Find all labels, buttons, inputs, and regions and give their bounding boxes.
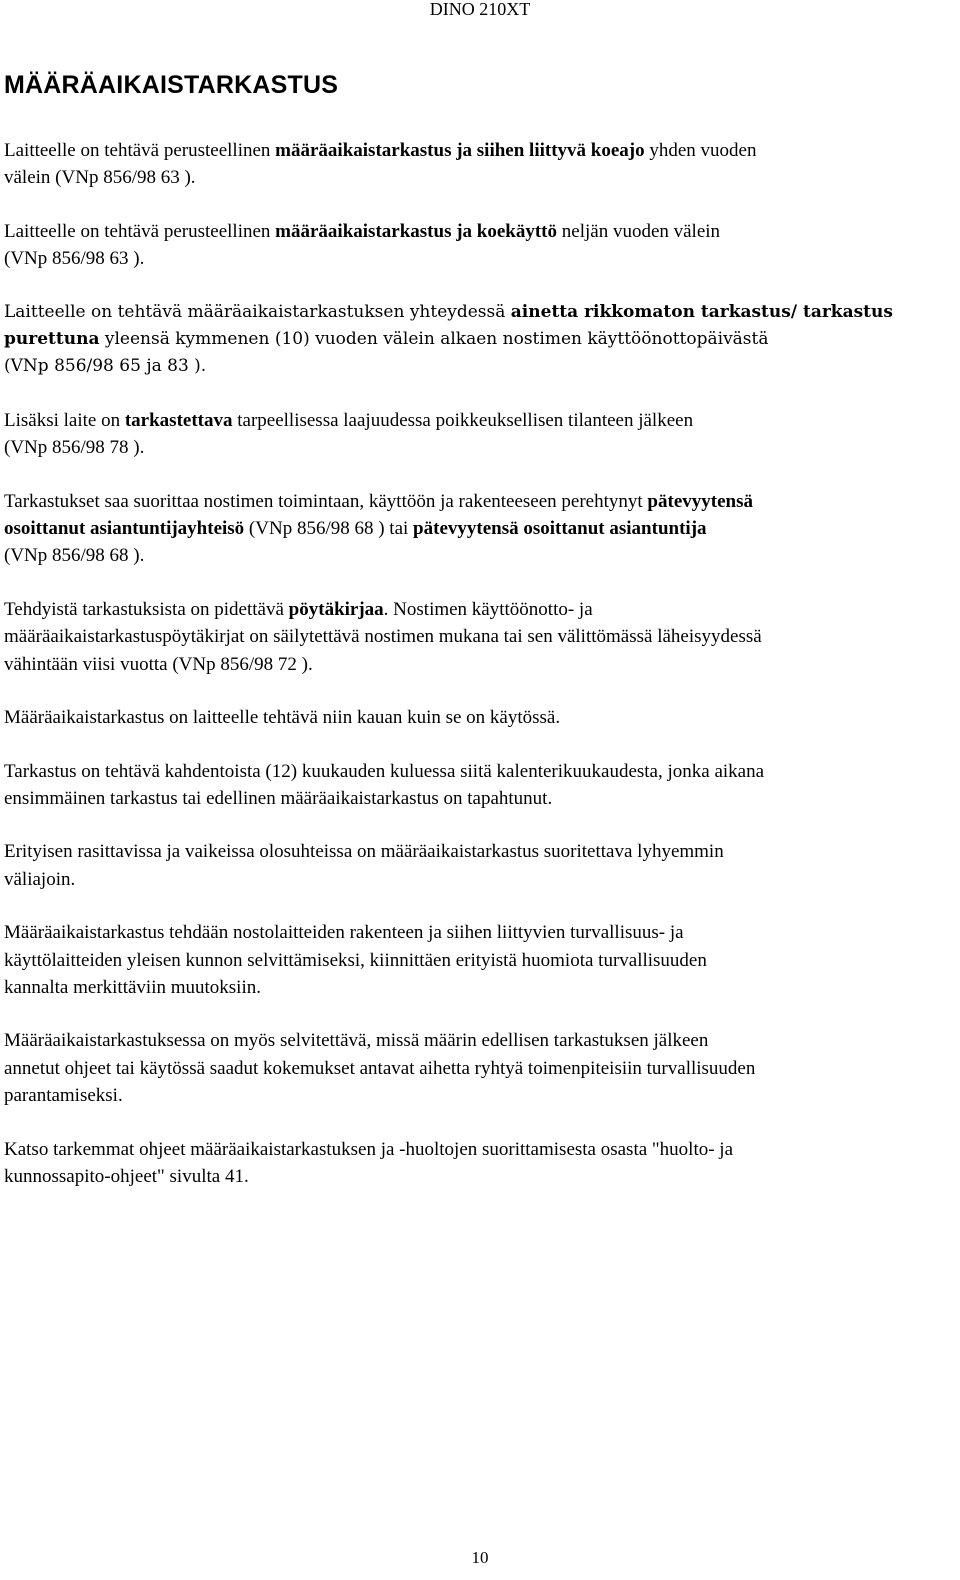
paragraph-inspection-purpose	[4, 919, 956, 1001]
page-number: 10	[471, 1548, 489, 1567]
text-span: Laitteelle on tehtävä määräaikaistarkastuksen yhteydessä	[4, 301, 511, 322]
bold-term: määräaikaistarkastus ja koekäyttö	[275, 220, 558, 242]
paragraph-harsh-conditions	[4, 838, 956, 893]
paragraph-ndt-inspection	[4, 299, 956, 381]
page-title: MÄÄRÄAIKAISTARKASTUS	[4, 71, 339, 99]
text-line: välein (VNp 856/98 63 ).	[4, 167, 196, 189]
paragraph-four-year-inspection	[4, 218, 956, 273]
text-line: Katso tarkemmat ohjeet määräaikaistarkastuksen ja -huoltojen suorittamisesta osasta "huolto- ja	[4, 1138, 734, 1160]
bold-term: pätevyytensä	[647, 490, 753, 512]
text-span: (VNp 856/98 68 ) tai	[244, 518, 414, 540]
text-span: Tehdyistä tarkastuksista on pidettävä	[4, 598, 289, 620]
text-span: Tarkastukset saa suorittaa nostimen toimintaan, käyttöön ja rakenteeseen perehtynyt	[4, 490, 648, 512]
text-line	[4, 218, 956, 245]
paragraph-inspectors	[4, 488, 956, 570]
bold-term: tarkastettava	[124, 409, 233, 431]
bold-term: pätevyytensä osoittanut asiantuntija	[413, 518, 707, 540]
text-line	[4, 515, 956, 542]
text-line	[4, 326, 956, 353]
text-line: vähintään viisi vuotta (VNp 856/98 72 ).	[4, 653, 313, 675]
text-line: Erityisen rasittavissa ja vaikeissa olosuhteissa on määräaikaistarkastus suoritettava lyhyemmin	[4, 841, 724, 863]
text-line: käyttölaitteiden yleisen kunnon selvittämiseksi, kiinnittäen erityistä huomiota turvallisuuden	[4, 949, 707, 971]
text-line: parantamiseksi.	[4, 1085, 123, 1107]
text-line: Määräaikaistarkastus tehdään nostolaitteiden rakenteen ja siihen liittyvien turvallisuus- ja	[4, 922, 684, 944]
paragraph-inspection-records	[4, 596, 956, 678]
text-span: Lisäksi laite on	[4, 409, 125, 431]
text-line	[4, 596, 956, 623]
text-span: . Nostimen käyttöönotto- ja	[383, 598, 593, 620]
page-header: DINO 210XT	[429, 0, 531, 19]
text-line	[4, 407, 956, 434]
document-body	[4, 137, 956, 1216]
paragraph-exceptional-inspection	[4, 407, 956, 462]
bold-term: pöytäkirjaa	[288, 598, 384, 620]
text-line: annetut ohjeet tai käytössä saadut kokemukset antavat aihetta ryhtyä toimenpiteisiin turvallisuuden	[4, 1057, 756, 1079]
text-line: määräaikaistarkastuspöytäkirjat on säilytettävä nostimen mukana tai sen välittömässä läheisyydessä	[4, 626, 762, 648]
bold-term: osoittanut asiantuntijayhteisö	[4, 518, 245, 540]
text-line: (VNp 856/98 78 ).	[4, 437, 145, 459]
text-span: tarpeellisessa laajuudessa poikkeuksellisen tilanteen jälkeen	[232, 409, 694, 431]
text-line	[4, 137, 956, 164]
text-span: Laitteelle on tehtävä perusteellinen	[4, 140, 276, 161]
text-line: Määräaikaistarkastus on laitteelle tehtävä niin kauan kuin se on käytössä.	[4, 707, 561, 729]
bold-term: määräaikaistarkastus ja siihen liittyvä koeajo	[275, 140, 645, 161]
paragraph-follow-up	[4, 1027, 956, 1109]
bold-term: ainetta rikkomaton tarkastus/ tarkastus	[510, 301, 893, 322]
paragraph-annual-inspection	[4, 137, 956, 192]
text-line: (VNp 856/98 65 ja 83 ).	[4, 356, 207, 377]
text-line	[4, 299, 956, 326]
text-line: ensimmäinen tarkastus tai edellinen määräaikaistarkastus on tapahtunut.	[4, 787, 553, 809]
text-span: yleensä kymmenen (10) vuoden välein alkaen nostimen käyttöönottopäivästä	[99, 329, 769, 350]
paragraph-inspection-duration	[4, 704, 956, 731]
text-line: kannalta merkittäviin muutoksiin.	[4, 976, 261, 998]
text-line	[4, 488, 956, 515]
text-line: Tarkastus on tehtävä kahdentoista (12) kuukauden kuluessa siitä kalenterikuukaudesta, jonka aikana	[4, 760, 765, 782]
paragraph-inspection-interval	[4, 758, 956, 813]
bold-term: purettuna	[4, 329, 100, 350]
text-line: (VNp 856/98 63 ).	[4, 248, 145, 270]
text-line: kunnossapito-ohjeet" sivulta 41.	[4, 1165, 249, 1187]
paragraph-reference	[4, 1136, 956, 1191]
text-line: (VNp 856/98 68 ).	[4, 545, 145, 567]
text-span: Laitteelle on tehtävä perusteellinen	[4, 220, 276, 242]
text-line: väliajoin.	[4, 868, 76, 890]
text-span: neljän vuoden välein	[557, 220, 721, 242]
text-line: Määräaikaistarkastuksessa on myös selvitettävä, missä määrin edellisen tarkastuksen jälkeen	[4, 1030, 709, 1052]
text-span: yhden vuoden	[644, 140, 757, 161]
